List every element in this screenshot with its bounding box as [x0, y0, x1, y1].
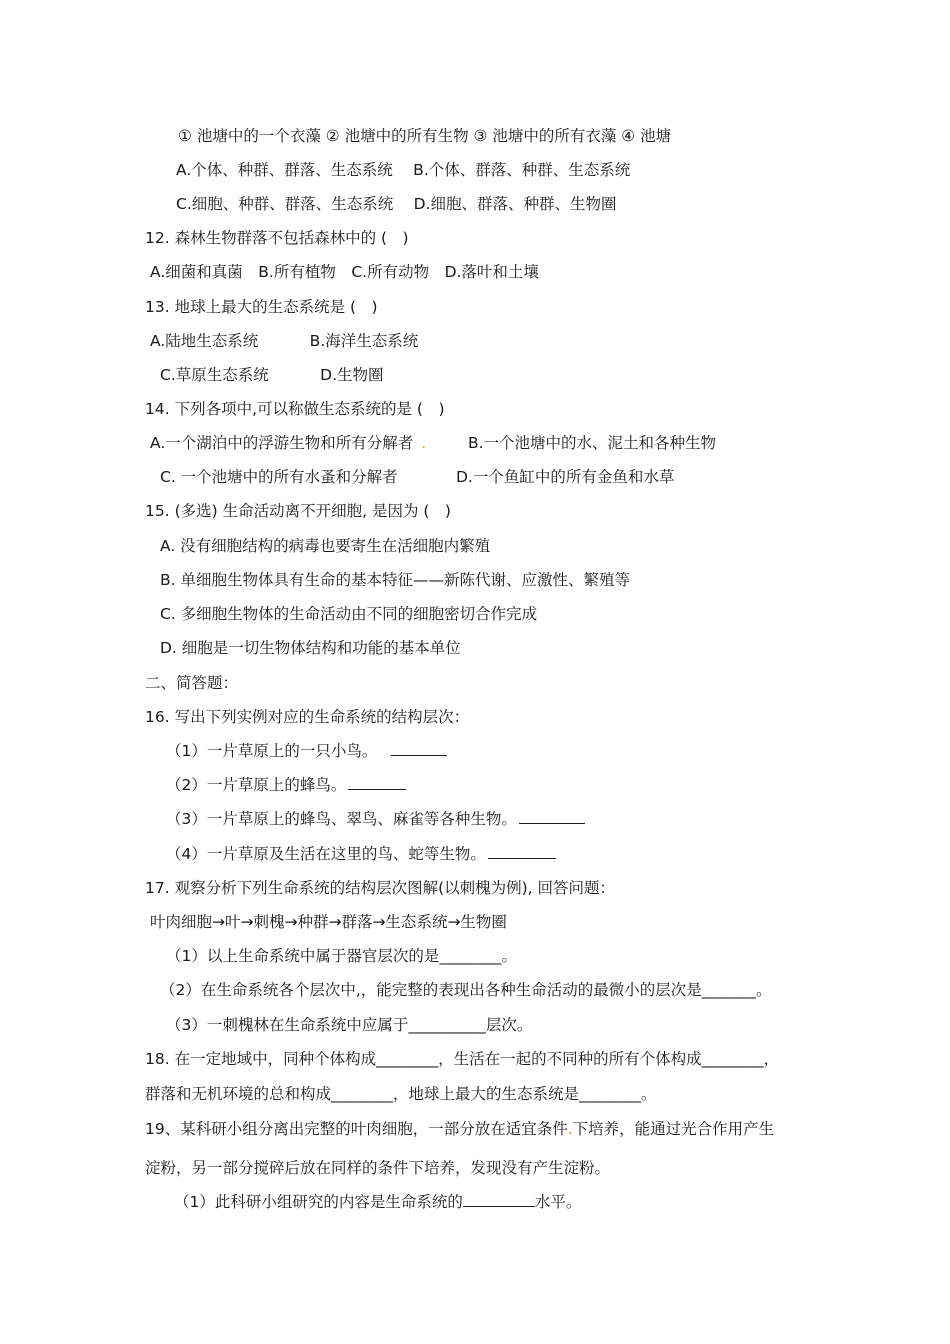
q15-option-d: D. 细胞是一切生物体结构和功能的基本单位 [160, 639, 461, 657]
q14-option-c: C. 一个池塘中的所有水蚤和分解者 [160, 468, 398, 486]
stray-mark-2: . [567, 1120, 573, 1138]
q13-stem: 13. 地球上最大的生态系统是 ( ) [145, 298, 378, 316]
q17-item-3: （3）一刺槐林在生命系统中应属于__________层次。 [166, 1016, 533, 1034]
q19-line-1b: 下培养，能通过光合作用产生 [572, 1120, 775, 1138]
q16-blank-4[interactable] [488, 844, 556, 859]
q12-stem: 12. 森林生物群落不包括森林中的 ( ) [145, 229, 409, 247]
q15-option-c: C. 多细胞生物体的生命活动由不同的细胞密切合作完成 [160, 605, 538, 623]
q16-item-2-text: （2）一片草原上的蜂鸟。 [166, 776, 347, 794]
q15-stem: 15. (多选) 生命活动离不开细胞, 是因为 ( ) [145, 502, 451, 520]
q14-stem: 14. 下列各项中,可以称做生态系统的是 ( ) [145, 400, 445, 418]
q12-options: A.细菌和真菌 B.所有植物 C.所有动物 D.落叶和土壤 [150, 263, 539, 281]
q19-item-1-suffix: 水平。 [534, 1193, 582, 1211]
q19-line-2: 淀粉，另一部分搅碎后放在同样的条件下培养，发现没有产生淀粉。 [145, 1159, 611, 1177]
q16-item-1-text: （1）一片草原上的一只小鸟。 [166, 742, 378, 760]
q14-option-a-text: A.一个湖泊中的浮游生物和所有分解者 [150, 434, 414, 452]
q19-item-1-text: （1）此科研小组研究的内容是生命系统的 [174, 1193, 463, 1211]
q14-option-d: D.一个鱼缸中的所有金鱼和水草 [456, 468, 675, 486]
q16-blank-2[interactable] [348, 775, 406, 790]
q16-item-4-text: （4）一片草原及生活在这里的鸟、蛇等生物。 [166, 845, 486, 863]
q19-line-1 [145, 1118, 774, 1140]
q19-item-1 [174, 1191, 581, 1213]
q17-item-1: （1）以上生命系统中属于器官层次的是________。 [166, 947, 517, 965]
q15-option-a: A. 没有细胞结构的病毒也要寄生在活细胞内繁殖 [160, 537, 491, 555]
q11-items: ① 池塘中的一个衣藻 ② 池塘中的所有生物 ③ 池塘中的所有衣藻 ④ 池塘 [178, 127, 672, 145]
q17-item-2: （2）在生命系统各个层次中,，能完整的表现出各种生命活动的最微小的层次是_______。 [160, 981, 772, 999]
q18-line-2: 群落和无机环境的总和构成________，地球上最大的生态系统是________。 [145, 1085, 657, 1103]
q18-line-1: 18. 在一定地域中，同种个体构成________，生活在一起的不同种的所有个体构成________， [145, 1050, 780, 1068]
q19-blank-1[interactable] [463, 1192, 535, 1207]
q16-item-3-text: （3）一片草原上的蜂鸟、翠鸟、麻雀等各种生物。 [166, 810, 517, 828]
q16-blank-3[interactable] [519, 809, 585, 824]
q13-options-cd: C.草原生态系统 D.生物圈 [160, 366, 384, 384]
q14-option-b: B.一个池塘中的水、泥土和各种生物 [468, 434, 717, 452]
q17-stem: 17. 观察分析下列生命系统的结构层次图解(以刺槐为例), 回答问题： [145, 879, 616, 897]
q16-item-1 [166, 740, 447, 762]
q16-item-2 [166, 774, 406, 796]
q16-blank-1[interactable] [391, 741, 447, 756]
q11-options-ab: A.个体、种群、群落、生态系统 B.个体、群落、种群、生态系统 [176, 161, 631, 179]
q13-options-ab: A.陆地生态系统 B.海洋生态系统 [150, 332, 419, 350]
q16-stem: 16. 写出下列实例对应的生命系统的结构层次： [145, 708, 470, 726]
q16-item-3 [166, 808, 585, 830]
q15-option-b: B. 单细胞生物体具有生命的基本特征——新陈代谢、应激性、繁殖等 [160, 571, 630, 589]
q14-option-a [150, 432, 426, 454]
stray-mark: . [421, 434, 427, 452]
q19-line-1a: 19、某科研小组分离出完整的叶肉细胞，一部分放在适宜条件 [145, 1120, 568, 1138]
section-2-heading: 二、简答题： [145, 674, 239, 692]
q11-options-cd: C.细胞、种群、群落、生态系统 D.细胞、群落、种群、生物圈 [176, 195, 617, 213]
q16-item-4 [166, 843, 556, 865]
q17-hierarchy-chain: 叶肉细胞→叶→刺槐→种群→群落→生态系统→生物圈 [150, 913, 507, 931]
